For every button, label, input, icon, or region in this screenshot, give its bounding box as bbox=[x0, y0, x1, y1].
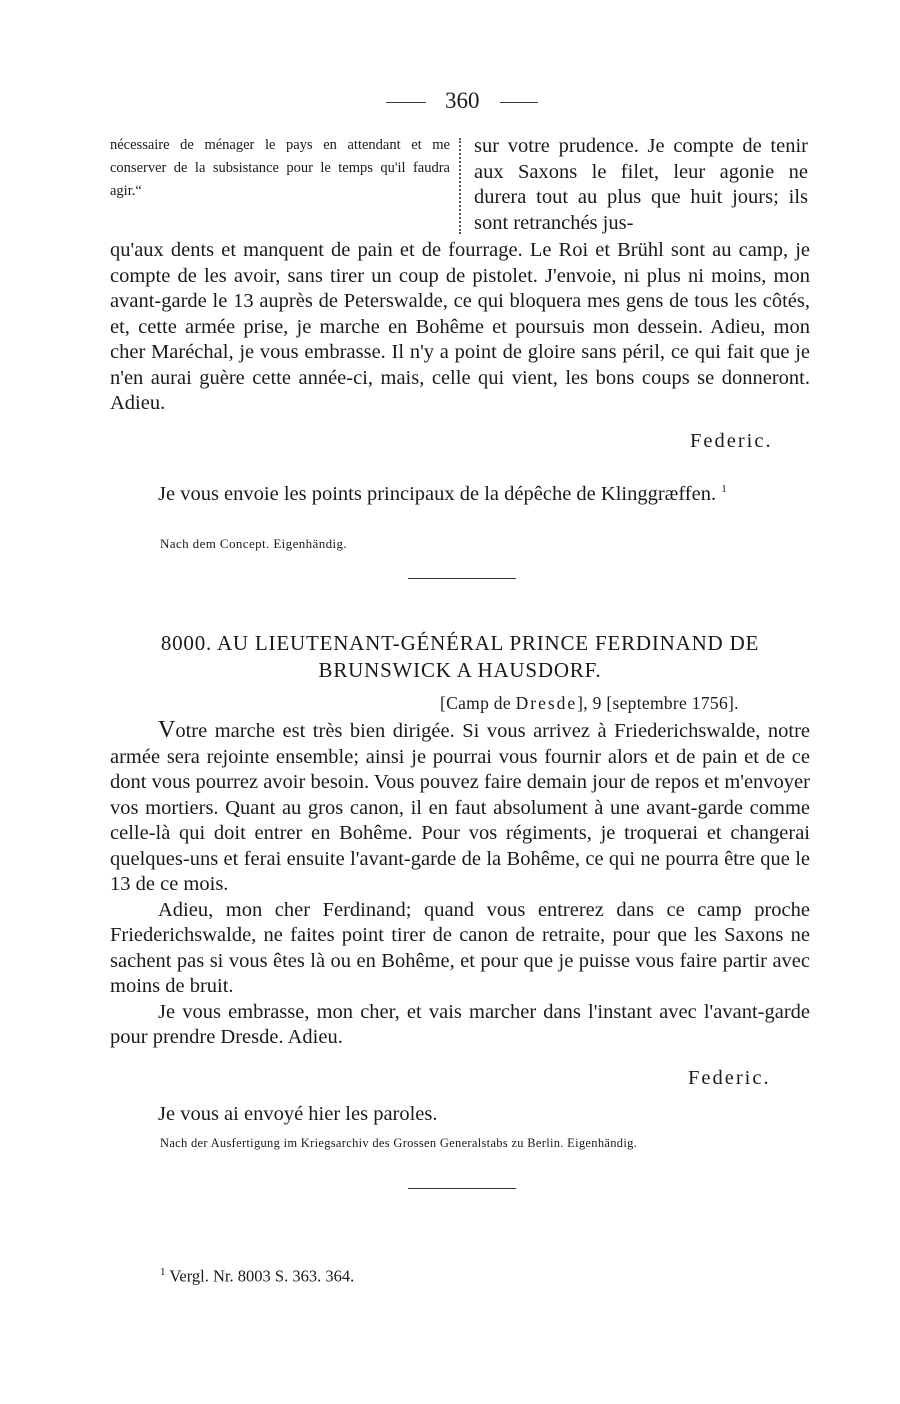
left-column-text: nécessaire de ménager le pays en attendant et me conserver de la subsistance pour le temps qu'il faudra agir.“ bbox=[110, 137, 450, 199]
letter2-signature: Federic. bbox=[688, 1067, 771, 1089]
letter2-date bbox=[440, 693, 739, 714]
letter2-body bbox=[110, 718, 810, 1051]
header-rule-left bbox=[386, 102, 426, 103]
letter2-heading: 8000. AU LIEUTENANT-GÉNÉRAL PRINCE FERDINAND DE BRUNSWICK A HAUSDORF. bbox=[160, 631, 760, 682]
two-column-continuation bbox=[110, 134, 810, 238]
right-column-text: sur votre prudence. Je compte de tenir aux Saxons le filet, leur agonie ne durera tout au plus que huit jours; ils sont retranchés jus- bbox=[474, 135, 808, 234]
letter1-continuation: qu'aux dents et manquent de pain et de fourrage. Le Roi et Brühl sont au camp, je compte de les avoir, sans tirer un coup de pistolet. J'envoie, ni plus ni moins, mon avant-garde le 13 auprès de Peterswalde, ce qui bloquera mes gens de tous les côtés, et, cette armée prise, je marche en Bohême et poursuis mon dessein. Adieu, mon cher Maréchal, je vous embrasse. Il n'y a point de gloire sans péril, ce qui fait que je n'en aurai guère cette année-ci, mais, celle qui vient, les bons coups se donneront. Adieu. bbox=[110, 239, 810, 414]
letter2-source-note: Nach der Ausfertigung im Kriegsarchiv des Grossen Generalstabs zu Berlin. Eigenhändig. bbox=[160, 1136, 638, 1150]
letter1-postscript bbox=[158, 477, 810, 507]
letter2-postscript: Je vous ai envoyé hier les paroles. bbox=[158, 1103, 438, 1125]
letter2-paragraph: Adieu, mon cher Ferdinand; quand vous entrerez dans ce camp proche Friederichswalde, ne faites point tirer de canon de retraite, pour que les Saxons ne sachent pas si vous êtes là ou en Bohême, et pour que je puisse vous faire partir avec moins de bruit. bbox=[110, 898, 810, 997]
footnote-mark: 1 bbox=[160, 1266, 166, 1278]
date-prefix: [Camp de bbox=[440, 693, 516, 713]
page-number: 360 bbox=[445, 88, 480, 113]
section-separator bbox=[408, 578, 516, 579]
letter2-paragraph: Votre marche est très bien dirigée. Si vous arrivez à Friederichswalde, notre armée sera rejointe ensemble; ainsi je pourrai vous fournir alors et de pain et de ce dont vous pourrez avoir besoin. Vous pouvez faire demain jour de repos et m'envoyer vos mortiers. Quant au gros canon, il en faut absolument à une avant-garde comme celle-là qui doit entrer en Bohême. Pour vos régiments, je troquerai et changerai quelques-uns et ferai ensuite l'avant-garde de la Bohême, ce qui ne pourra être que le 13 de ce mois. bbox=[110, 717, 810, 895]
date-place: Dresde bbox=[515, 693, 578, 713]
footnote-separator bbox=[408, 1188, 516, 1189]
footnote-text: Vergl. Nr. 8003 S. 363. 364. bbox=[169, 1266, 355, 1286]
letter1-source-note: Nach dem Concept. Eigenhändig. bbox=[160, 536, 348, 551]
letter2-paragraph: Je vous embrasse, mon cher, et vais marcher dans l'instant avec l'avant-garde pour prendre Dresde. Adieu. bbox=[110, 1000, 810, 1048]
footnote-reference: 1 bbox=[721, 483, 727, 495]
footnote bbox=[160, 1266, 354, 1287]
letter1-signature: Federic. bbox=[690, 430, 773, 452]
column-divider bbox=[459, 138, 461, 234]
letter1-postscript-text: Je vous envoie les points principaux de la dépêche de Klinggræffen. bbox=[158, 482, 717, 505]
running-head bbox=[110, 88, 810, 116]
date-rest: ], 9 [septembre 1756]. bbox=[577, 693, 739, 713]
header-rule-right bbox=[500, 102, 538, 103]
